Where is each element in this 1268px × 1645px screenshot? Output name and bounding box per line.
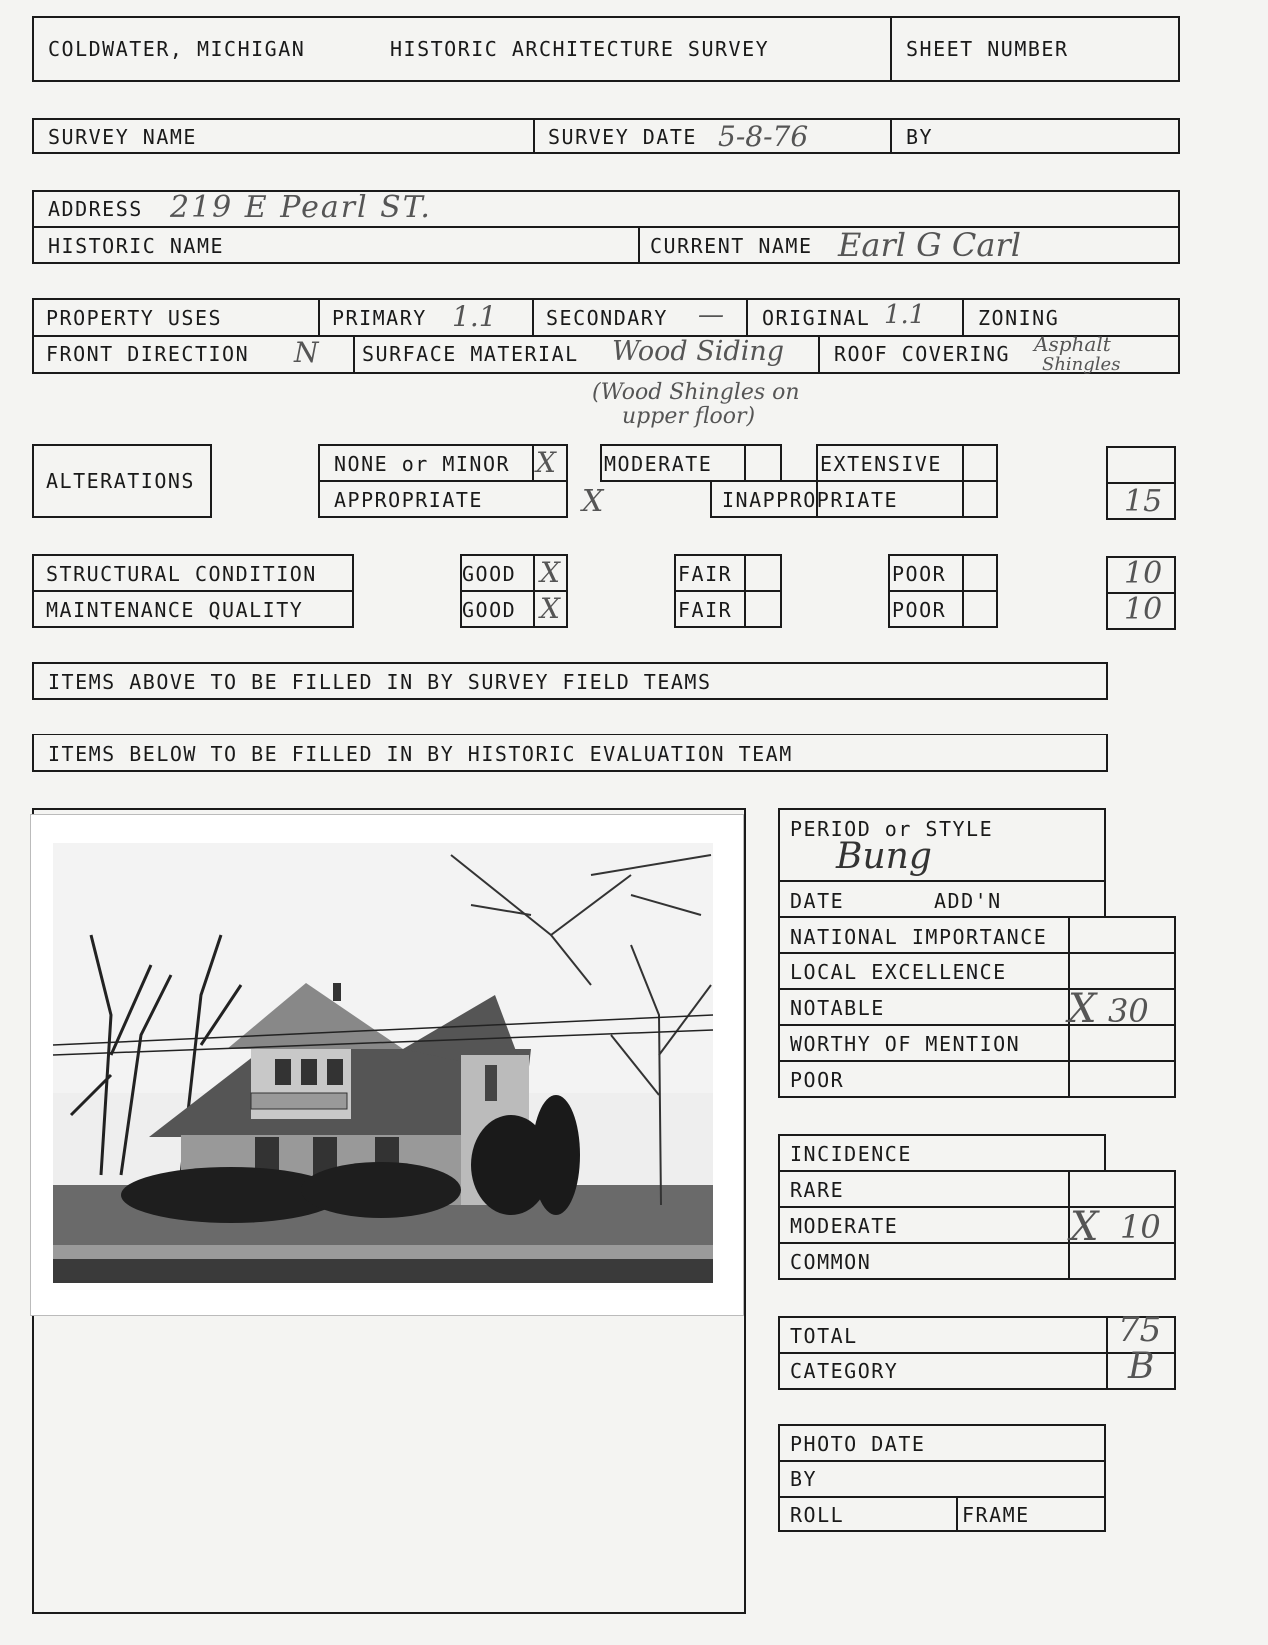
front-direction-label: FRONT DIRECTION bbox=[46, 342, 250, 366]
inc-div-2 bbox=[778, 1242, 1176, 1244]
cond-label-divider bbox=[32, 590, 354, 592]
city-label: COLDWATER, MICHIGAN bbox=[48, 37, 306, 61]
field-teams-note: ITEMS ABOVE TO BE FILLED IN BY SURVEY FIELD TEAMS bbox=[48, 670, 712, 694]
national-importance-label: NATIONAL IMPORTANCE bbox=[790, 925, 1048, 949]
date-label: DATE bbox=[790, 889, 845, 913]
total-divider bbox=[778, 1352, 1176, 1354]
photo-date-label: PHOTO DATE bbox=[790, 1432, 926, 1456]
address-label: ADDRESS bbox=[48, 197, 143, 221]
addn-label: ADD'N bbox=[934, 889, 1002, 913]
inc-div-1 bbox=[778, 1206, 1176, 1208]
moderate-incidence-mark[interactable]: X bbox=[1070, 1204, 1099, 1250]
maintenance-score: 10 bbox=[1124, 592, 1163, 627]
imp-div-2 bbox=[778, 988, 1176, 990]
photo-div-2 bbox=[778, 1496, 1106, 1498]
current-name-label: CURRENT NAME bbox=[650, 234, 813, 258]
poor-checkbox-line bbox=[962, 554, 964, 628]
frame-label: FRAME bbox=[962, 1503, 1030, 1527]
photo-div-1 bbox=[778, 1460, 1106, 1462]
total-value: 75 bbox=[1118, 1310, 1162, 1350]
period-divider bbox=[778, 880, 1106, 882]
poor-divider bbox=[888, 590, 998, 592]
none-minor-label: NONE or MINOR bbox=[334, 452, 511, 476]
photo-by-label: BY bbox=[790, 1467, 818, 1491]
sheet-number-label: SHEET NUMBER bbox=[906, 37, 1069, 61]
survey-divider-1 bbox=[533, 118, 535, 154]
alt-left-divider bbox=[318, 480, 568, 482]
maintenance-good-label: GOOD bbox=[462, 598, 517, 622]
notable-label: NOTABLE bbox=[790, 996, 885, 1020]
fair-checkbox-line bbox=[744, 554, 746, 628]
survey-date-label: SURVEY DATE bbox=[548, 125, 697, 149]
moderate-checkbox-line bbox=[744, 444, 746, 482]
house-photo bbox=[30, 814, 744, 1316]
zoning-label: ZONING bbox=[978, 306, 1060, 330]
survey-by-label: BY bbox=[906, 125, 934, 149]
historic-name-label: HISTORIC NAME bbox=[48, 234, 225, 258]
maintenance-quality-label: MAINTENANCE QUALITY bbox=[46, 598, 304, 622]
survey-name-label: SURVEY NAME bbox=[48, 125, 197, 149]
moderate-label: MODERATE bbox=[604, 452, 713, 476]
roof-covering-value-1: Asphalt bbox=[1034, 332, 1111, 356]
structural-good-label: GOOD bbox=[462, 562, 517, 586]
maintenance-good-mark[interactable]: X bbox=[540, 592, 560, 625]
front-direction-value: N bbox=[294, 336, 319, 369]
moderate-incidence-score: 10 bbox=[1120, 1208, 1161, 1246]
roof-covering-value-2: Shingles bbox=[1042, 354, 1121, 375]
secondary-value: — bbox=[698, 300, 724, 330]
total-label: TOTAL bbox=[790, 1324, 858, 1348]
structural-poor-label: POOR bbox=[892, 562, 947, 586]
appropriate-label: APPROPRIATE bbox=[334, 488, 483, 512]
name-divider bbox=[638, 226, 640, 264]
structural-condition-label: STRUCTURAL CONDITION bbox=[46, 562, 317, 586]
roll-frame-divider bbox=[956, 1496, 958, 1532]
imp-div-1 bbox=[778, 952, 1176, 954]
form-title: HISTORIC ARCHITECTURE SURVEY bbox=[390, 37, 770, 61]
surface-material-value: Wood Siding bbox=[612, 336, 785, 367]
roof-covering-label: ROOF COVERING bbox=[834, 342, 1011, 366]
poor-label: POOR bbox=[790, 1068, 845, 1092]
prop-v1 bbox=[318, 298, 320, 336]
original-label: ORIGINAL bbox=[762, 306, 871, 330]
extensive-label: EXTENSIVE bbox=[820, 452, 942, 476]
total-col-divider bbox=[1106, 1316, 1108, 1390]
prop-v3 bbox=[746, 298, 748, 336]
prop-v6 bbox=[818, 335, 820, 374]
imp-div-4 bbox=[778, 1060, 1176, 1062]
primary-label: PRIMARY bbox=[332, 306, 427, 330]
alt-none-checkbox-line bbox=[532, 444, 534, 481]
structural-score: 10 bbox=[1124, 556, 1163, 591]
incidence-label: INCIDENCE bbox=[790, 1142, 912, 1166]
house-photo-image bbox=[31, 815, 743, 1315]
prop-v5 bbox=[353, 335, 355, 374]
period-style-label: PERIOD or STYLE bbox=[790, 817, 994, 841]
rare-label: RARE bbox=[790, 1178, 845, 1202]
moderate-incidence-label: MODERATE bbox=[790, 1214, 899, 1238]
header-divider bbox=[890, 16, 892, 82]
fair-divider bbox=[674, 590, 782, 592]
inappropriate-top bbox=[710, 480, 998, 482]
notable-mark[interactable]: X bbox=[1068, 986, 1097, 1032]
alterations-label: ALTERATIONS bbox=[46, 469, 195, 493]
secondary-label: SECONDARY bbox=[546, 306, 668, 330]
primary-value: 1.1 bbox=[452, 300, 497, 333]
alterations-score: 15 bbox=[1124, 484, 1163, 519]
common-label: COMMON bbox=[790, 1250, 872, 1274]
category-label: CATEGORY bbox=[790, 1359, 899, 1383]
original-value: 1.1 bbox=[884, 300, 926, 330]
category-value: B bbox=[1128, 1346, 1155, 1387]
survey-divider-2 bbox=[890, 118, 892, 154]
surface-note-2: upper floor) bbox=[622, 404, 756, 429]
maintenance-poor-label: POOR bbox=[892, 598, 947, 622]
structural-good-mark[interactable]: X bbox=[540, 556, 560, 589]
maintenance-fair-label: FAIR bbox=[678, 598, 733, 622]
good-checkbox-line bbox=[533, 554, 535, 628]
inappropriate-label: INAPPROPRIATE bbox=[722, 488, 899, 512]
evaluation-team-note: ITEMS BELOW TO BE FILLED IN BY HISTORIC EVALUATION TEAM bbox=[48, 742, 793, 766]
appropriate-mark[interactable]: X bbox=[582, 484, 604, 519]
inappropriate-left bbox=[710, 480, 712, 518]
survey-date-value: 5-8-76 bbox=[718, 120, 809, 153]
structural-fair-label: FAIR bbox=[678, 562, 733, 586]
prop-v4 bbox=[962, 298, 964, 336]
surface-material-label: SURFACE MATERIAL bbox=[362, 342, 579, 366]
property-divider bbox=[32, 335, 1180, 337]
notable-score: 30 bbox=[1108, 992, 1149, 1030]
none-minor-mark[interactable]: X bbox=[536, 446, 556, 479]
current-name-value: Earl G Carl bbox=[838, 226, 1021, 264]
inappropriate-bottom bbox=[710, 516, 998, 518]
roll-label: ROLL bbox=[790, 1503, 845, 1527]
period-style-value: Bung bbox=[836, 836, 932, 877]
surface-note-1: (Wood Shingles on bbox=[592, 380, 800, 405]
address-value: 219 E Pearl ST. bbox=[170, 190, 432, 225]
worthy-of-mention-label: WORTHY OF MENTION bbox=[790, 1032, 1021, 1056]
local-excellence-label: LOCAL EXCELLENCE bbox=[790, 960, 1007, 984]
property-uses-label: PROPERTY USES bbox=[46, 306, 223, 330]
prop-v2 bbox=[532, 298, 534, 336]
